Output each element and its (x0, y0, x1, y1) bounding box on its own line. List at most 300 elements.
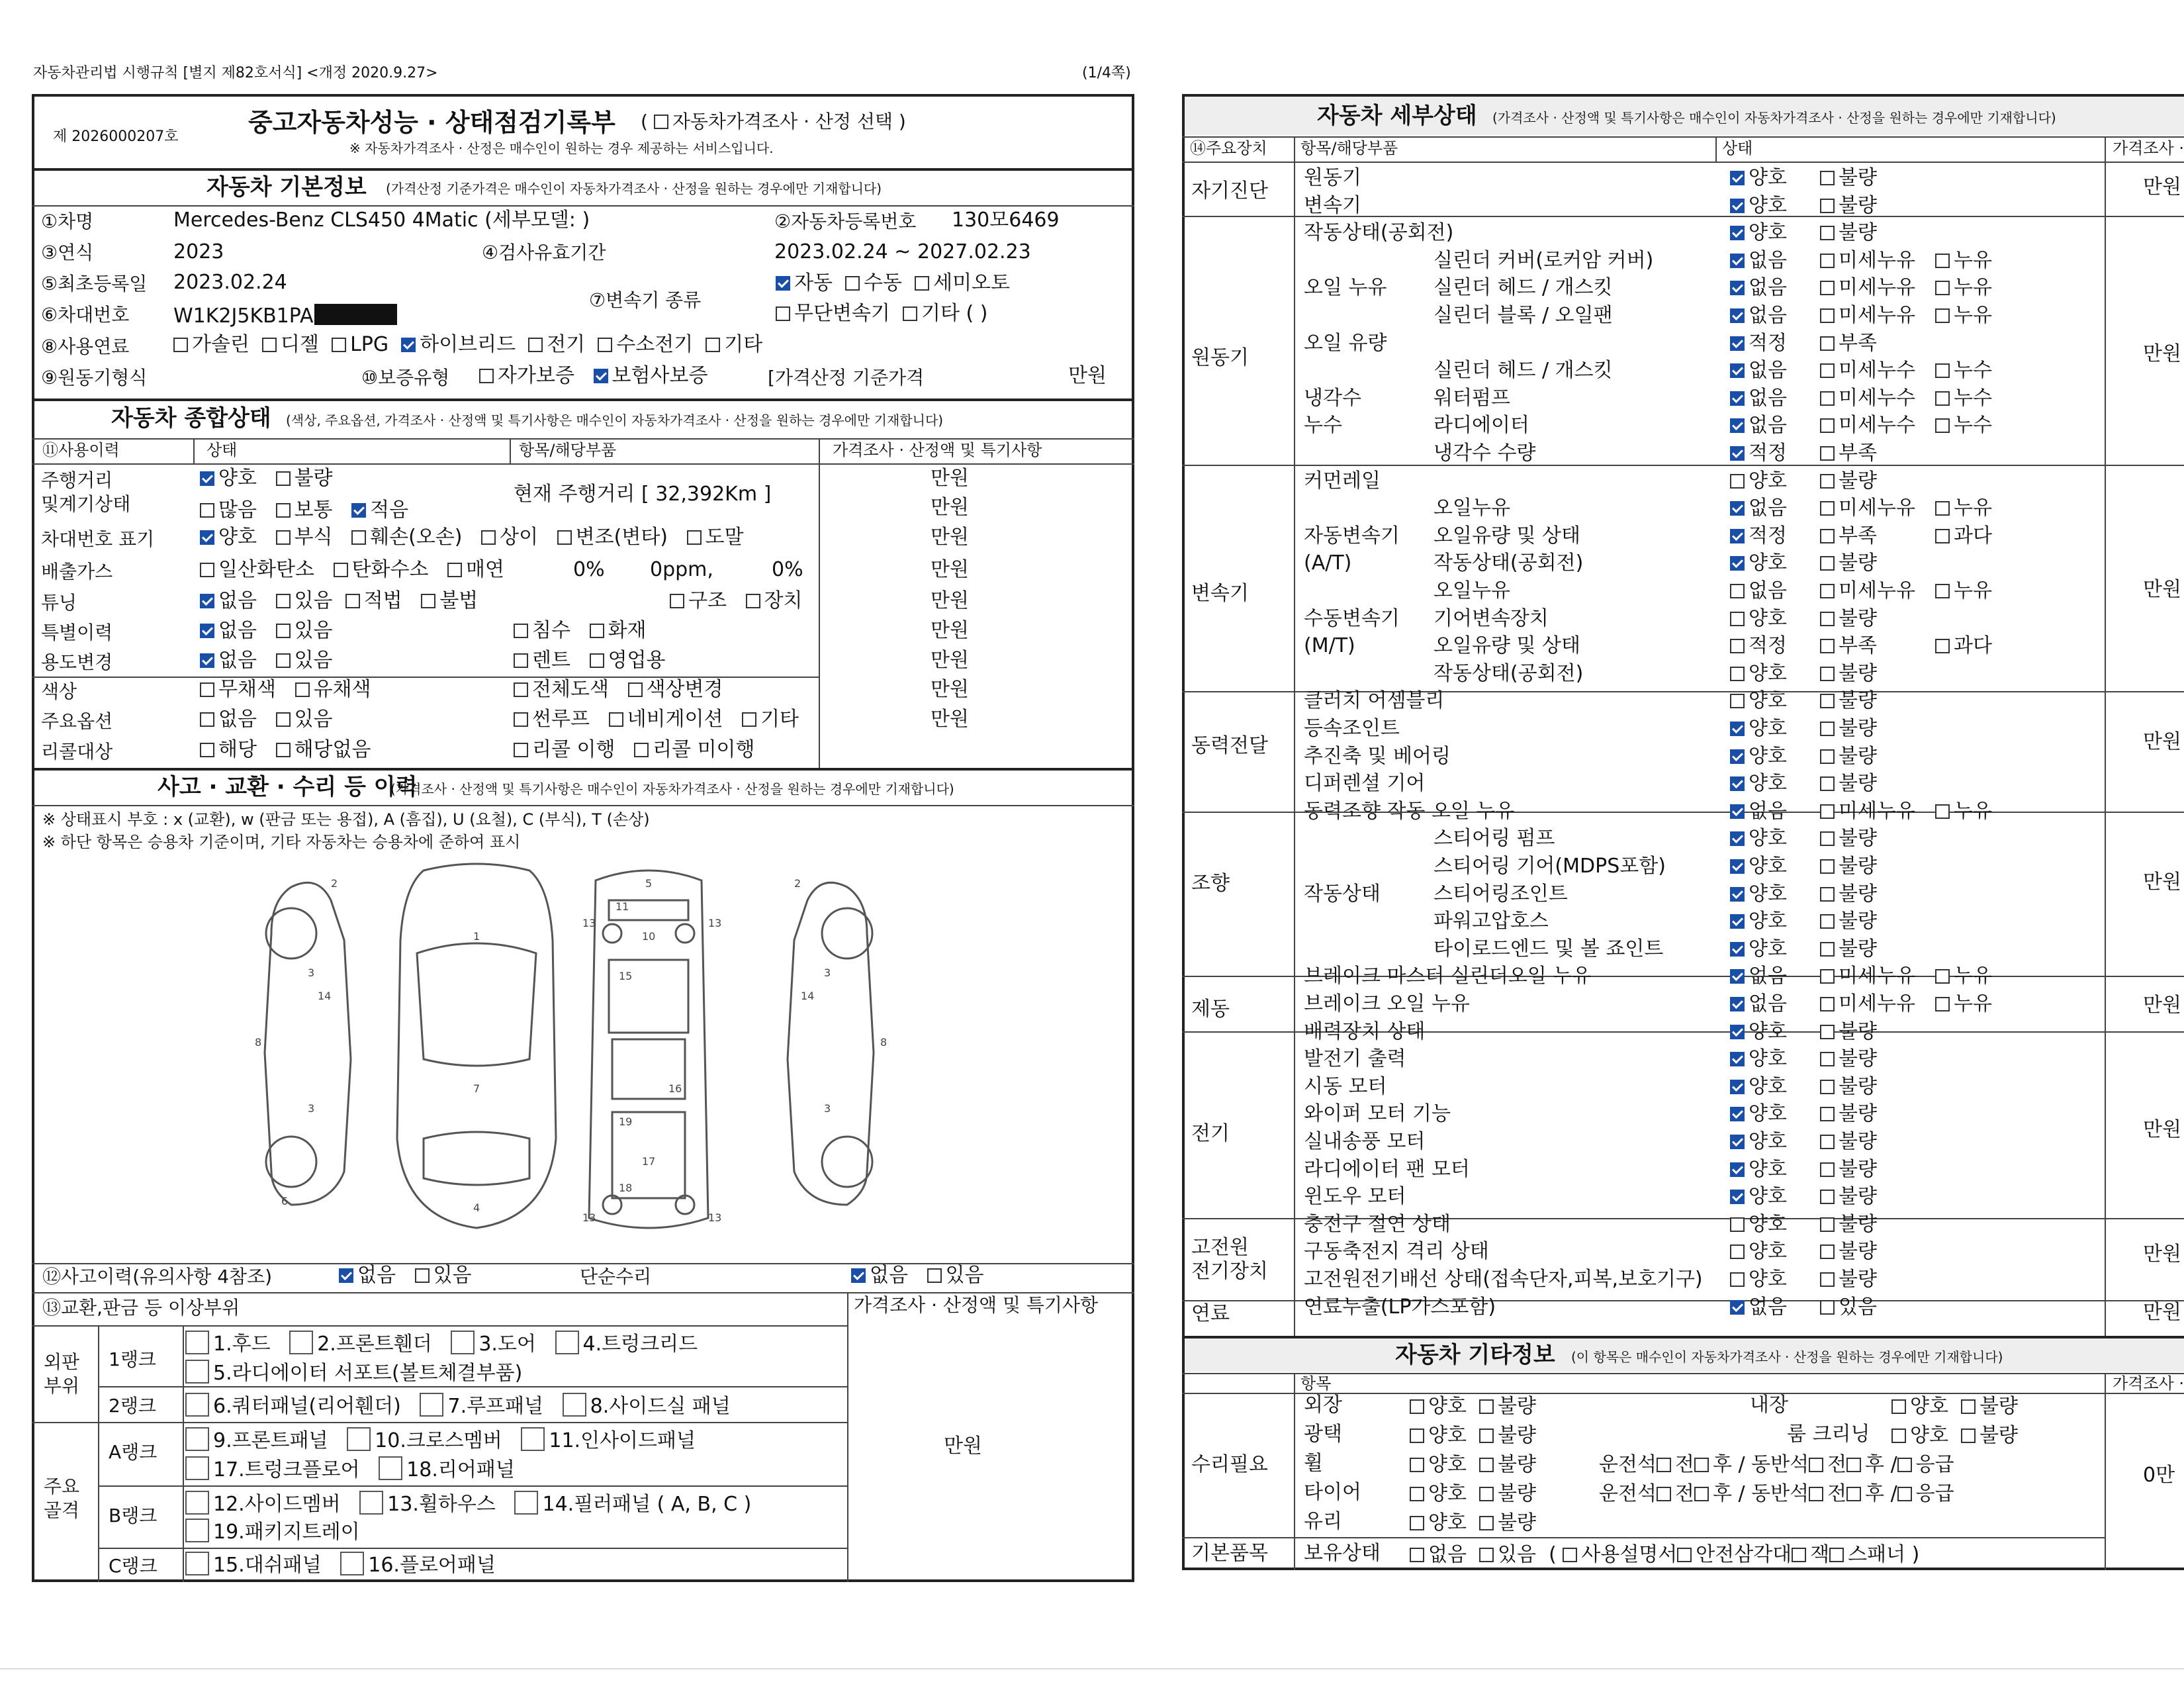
warranty-self-checkbox[interactable] (479, 369, 494, 383)
possess-none-checkbox[interactable] (1410, 1548, 1424, 1562)
option-exist-checkbox[interactable] (276, 712, 291, 727)
special-none-checkbox[interactable] (200, 624, 214, 638)
fuel-lpg-checkbox[interactable] (332, 338, 346, 352)
gloss-bad-checkbox[interactable] (1479, 1429, 1494, 1443)
detail-option-checkbox[interactable] (1820, 831, 1835, 846)
other-wheel-opts: 양호 불량 (1410, 1455, 1536, 1475)
detail-option-checkbox[interactable] (1730, 529, 1745, 543)
detail-option-checkbox[interactable] (1820, 914, 1835, 929)
detail-option-checkbox[interactable] (1820, 639, 1835, 653)
detail-option (1730, 498, 1787, 518)
diagram-label: 3 (308, 1102, 315, 1115)
detail-option-label: 적정 (1749, 634, 1787, 657)
detail-option-checkbox[interactable] (1730, 254, 1745, 268)
detail-option-checkbox[interactable] (1820, 363, 1835, 378)
mileage-low-checkbox[interactable] (351, 503, 366, 518)
diagram-label: 13 (582, 1211, 596, 1224)
detail-option-checkbox[interactable] (1730, 501, 1745, 516)
vinmark-altered-checkbox[interactable] (557, 530, 572, 545)
detail-option-label: 적정 (1749, 332, 1787, 355)
detail-row-label: 시동 모터 (1304, 1075, 1387, 1098)
detail-option-checkbox[interactable] (1820, 667, 1835, 681)
detail-option-checkbox[interactable] (1935, 501, 1950, 516)
accident-none-checkbox[interactable] (339, 1268, 353, 1283)
part-19-box[interactable] (185, 1519, 209, 1542)
part-15-box[interactable] (185, 1552, 209, 1575)
exterior-bad-checkbox[interactable] (1479, 1399, 1494, 1414)
detail-option (1820, 581, 1915, 601)
part-1-box[interactable] (185, 1331, 209, 1354)
usechange-options-2: 렌트 영업용 (514, 651, 666, 671)
detail-option-label: 미세누수 (1839, 387, 1915, 410)
part-12-box[interactable] (185, 1491, 209, 1515)
vinmark-different-checkbox[interactable] (481, 530, 496, 545)
detail-option (1730, 636, 1787, 656)
detail-option-checkbox[interactable] (1730, 997, 1745, 1011)
detail-option-checkbox[interactable] (1820, 1300, 1835, 1315)
detail-option-checkbox[interactable] (1730, 1107, 1745, 1121)
detail-option-checkbox[interactable] (1730, 556, 1745, 571)
recall-not-applicable-checkbox[interactable] (276, 743, 291, 757)
trans-other-checkbox[interactable] (903, 306, 917, 321)
mileage-normal-checkbox[interactable] (276, 503, 291, 518)
detail-option-checkbox[interactable] (1820, 1244, 1835, 1259)
detail-option (1820, 389, 1915, 408)
detail-option-checkbox[interactable] (1820, 418, 1835, 433)
option-navigation-checkbox[interactable] (609, 712, 623, 727)
detail-row-label: 배력장치 상태 (1304, 1020, 1426, 1043)
detail-option-checkbox[interactable] (1730, 667, 1745, 681)
diagram-label: 10 (642, 930, 656, 943)
mileage-high-checkbox[interactable] (200, 503, 214, 518)
emission-hc-checkbox[interactable] (334, 563, 348, 577)
tuning-illegal-checkbox[interactable] (421, 594, 435, 608)
detail-option-label: 양호 (1749, 1268, 1787, 1291)
detail-option-checkbox[interactable] (1820, 1135, 1835, 1149)
detail-option (1935, 306, 1992, 326)
detail-option-label: 양호 (1749, 1020, 1787, 1043)
vinmark-corrosion-checkbox[interactable] (276, 530, 291, 545)
option-other-checkbox[interactable] (742, 712, 756, 727)
detail-price-unit: 만원 (2143, 1118, 2181, 1141)
detail-option-checkbox[interactable] (1820, 584, 1835, 598)
usechange-rent-checkbox[interactable] (514, 653, 528, 668)
detail-option-checkbox[interactable] (1935, 584, 1950, 598)
detail-option-checkbox[interactable] (1820, 1190, 1835, 1204)
detail-option (1730, 334, 1787, 353)
roomclean-good-checkbox[interactable] (1891, 1429, 1906, 1443)
price-option-checkbox[interactable] (654, 115, 668, 129)
detail-option-checkbox[interactable] (1820, 804, 1835, 819)
exterior-good-checkbox[interactable] (1410, 1399, 1424, 1414)
detail-option-checkbox[interactable] (1935, 997, 1950, 1011)
detail-option (1730, 994, 1787, 1014)
detail-option-checkbox[interactable] (1730, 776, 1745, 791)
other-interior: 내장 (1750, 1393, 1788, 1417)
wheel-bad-checkbox[interactable] (1479, 1458, 1494, 1472)
detail-option-label: 불량 (1839, 717, 1877, 740)
detail-option-checkbox[interactable] (1820, 1107, 1835, 1121)
wheel-driver-front-checkbox[interactable] (1657, 1458, 1671, 1472)
gloss-good-checkbox[interactable] (1410, 1429, 1424, 1443)
detail-option-label: 불량 (1839, 745, 1877, 768)
other-roomclean-opts: 양호 불량 (1891, 1426, 2018, 1446)
detail-option-checkbox[interactable] (1820, 859, 1835, 874)
detail-price-unit: 만원 (2143, 1243, 2181, 1266)
tuning-exist-checkbox[interactable] (276, 594, 291, 608)
detail-option-checkbox[interactable] (1730, 418, 1745, 433)
detail-option-checkbox[interactable] (1820, 446, 1835, 461)
accident-exist-checkbox[interactable] (415, 1268, 430, 1283)
detail-option-checkbox[interactable] (1730, 1217, 1745, 1232)
detail-option-checkbox[interactable] (1820, 722, 1835, 736)
detail-option (1820, 1077, 1877, 1097)
detail-option-checkbox[interactable] (1730, 391, 1745, 406)
part-11-box[interactable] (521, 1427, 545, 1451)
recall-applicable-checkbox[interactable] (200, 743, 214, 757)
detail-option (1730, 361, 1787, 381)
wheel-passenger-front-checkbox[interactable] (1809, 1458, 1823, 1472)
detail-option-checkbox[interactable] (1935, 363, 1950, 378)
detail-option-label: 양호 (1749, 827, 1787, 850)
detail-option-label: 양호 (1749, 166, 1787, 189)
detail-option-checkbox[interactable] (1730, 308, 1745, 323)
part-10-box[interactable] (347, 1427, 371, 1451)
detail-option-label: 없음 (1749, 1295, 1787, 1319)
rank-a-row-1: 9.프론트패널 10.크로스멤버 11.인사이드패널 (185, 1427, 696, 1451)
detail-option-checkbox[interactable] (1730, 831, 1745, 846)
detail-option-checkbox[interactable] (1730, 887, 1745, 902)
tire-bad-checkbox[interactable] (1479, 1487, 1494, 1501)
detail-option-checkbox[interactable] (1820, 556, 1835, 571)
fuel-gasoline-checkbox[interactable] (173, 338, 188, 352)
detail-option-checkbox[interactable] (1820, 1217, 1835, 1232)
wheel-passenger-rear-checkbox[interactable] (1846, 1458, 1861, 1472)
part-18-box[interactable] (379, 1456, 402, 1480)
detail-option-checkbox[interactable] (1820, 1080, 1835, 1094)
detail-option (1820, 498, 1915, 518)
detail-option-checkbox[interactable] (1820, 969, 1835, 984)
fuel-hydrogen-checkbox[interactable] (598, 338, 612, 352)
simple-repair-exist-checkbox[interactable] (927, 1268, 942, 1283)
detail-option-checkbox[interactable] (1730, 1025, 1745, 1039)
detail-option (1820, 994, 1915, 1014)
col-detail-item: 항목/해당부품 (1300, 139, 1398, 158)
detail-option-checkbox[interactable] (1820, 1052, 1835, 1066)
triangle-checkbox[interactable] (1677, 1548, 1692, 1562)
tuning-none-checkbox[interactable] (200, 594, 214, 608)
detail-option-checkbox[interactable] (1730, 859, 1745, 874)
detail-option-checkbox[interactable] (1935, 418, 1950, 433)
detail-option-checkbox[interactable] (1730, 584, 1745, 598)
detail-option-checkbox[interactable] (1935, 308, 1950, 323)
jack-checkbox[interactable] (1792, 1548, 1806, 1562)
detail-option-checkbox[interactable] (1730, 804, 1745, 819)
glass-good-checkbox[interactable] (1410, 1516, 1424, 1530)
detail-option-checkbox[interactable] (1730, 1190, 1745, 1204)
detail-row-label: 브레이크 오일 누유 (1304, 992, 1470, 1015)
detail-option-checkbox[interactable] (1730, 1244, 1745, 1259)
detail-option-checkbox[interactable] (1730, 612, 1745, 626)
transmission-options-row2: 무단변속기 기타 ( ) (776, 304, 987, 324)
fuel-other-checkbox[interactable] (705, 338, 720, 352)
recall-done-checkbox[interactable] (514, 743, 528, 757)
detail-row-label: 실내송풍 모터 (1304, 1130, 1426, 1153)
special-exist-checkbox[interactable] (276, 624, 291, 638)
repair-needed-label: 수리필요 (1191, 1453, 1268, 1476)
detail-option-label: 양호 (1749, 1075, 1787, 1098)
detail-option-checkbox[interactable] (1820, 199, 1835, 213)
detail-option-label: 누수 (1954, 387, 1992, 410)
detail-option-checkbox[interactable] (1730, 1135, 1745, 1149)
detail-option-checkbox[interactable] (1730, 722, 1745, 736)
detail-row-label: 디퍼렌셜 기어 (1304, 772, 1426, 795)
detail-option-checkbox[interactable] (1820, 1025, 1835, 1039)
detail-option-checkbox[interactable] (1730, 914, 1745, 929)
detail-row-label: 오일 누유 (1304, 276, 1387, 299)
detail-option-label: 누유 (1954, 579, 1992, 602)
part-3-box[interactable] (451, 1331, 475, 1354)
rank-a-row-2: 17.트렁크플로어 18.리어패널 (185, 1456, 515, 1480)
mileage-good-checkbox[interactable] (200, 471, 214, 486)
exchange-price-label: 가격조사 · 산정액 및 특기사항 (854, 1294, 1099, 1316)
simple-repair-options: 없음 있음 (851, 1266, 984, 1286)
detail-row-sublabel: 파워고압호스 (1433, 910, 1549, 933)
detail-option (1730, 1270, 1787, 1289)
tire-driver-front-checkbox[interactable] (1657, 1487, 1671, 1501)
vin-redaction (314, 304, 397, 325)
detail-option-checkbox[interactable] (1820, 942, 1835, 957)
tuning-structure-checkbox[interactable] (670, 594, 684, 608)
possess-exist-checkbox[interactable] (1479, 1548, 1494, 1562)
detail-option-checkbox[interactable] (1730, 171, 1745, 185)
detail-option-checkbox[interactable] (1935, 804, 1950, 819)
color-change-checkbox[interactable] (628, 682, 643, 697)
roomclean-bad-checkbox[interactable] (1961, 1429, 1976, 1443)
trans-auto-checkbox[interactable] (776, 276, 790, 291)
spanner-checkbox[interactable] (1829, 1548, 1844, 1562)
tuning-options: 없음 있음 적법 불법 (200, 591, 478, 611)
detail-option (1730, 1215, 1787, 1235)
glass-bad-checkbox[interactable] (1479, 1516, 1494, 1530)
detail-option-checkbox[interactable] (1820, 694, 1835, 708)
detail-row-label: 윈도우 모터 (1304, 1185, 1406, 1208)
detail-option (1730, 829, 1787, 849)
interior-good-checkbox[interactable] (1891, 1399, 1906, 1414)
rank-a-label: A랭크 (109, 1441, 158, 1463)
diagram-label: 17 (642, 1155, 656, 1168)
detail-option-checkbox[interactable] (1730, 749, 1745, 764)
usechange-exist-checkbox[interactable] (276, 653, 291, 668)
detail-option-checkbox[interactable] (1820, 474, 1835, 489)
simple-repair-none-checkbox[interactable] (851, 1268, 866, 1283)
detail-option-checkbox[interactable] (1730, 1162, 1745, 1177)
detail-option-checkbox[interactable] (1730, 199, 1745, 213)
detail-row-label: 발전기 출력 (1304, 1047, 1406, 1070)
wheel-good-checkbox[interactable] (1410, 1458, 1424, 1472)
detail-option-checkbox[interactable] (1730, 639, 1745, 653)
trans-cvt-checkbox[interactable] (776, 306, 790, 321)
emission-co-checkbox[interactable] (200, 563, 214, 577)
basic-items-label: 기본품목 (1191, 1542, 1268, 1565)
detail-option-checkbox[interactable] (1935, 391, 1950, 406)
mileage-bad-checkbox[interactable] (276, 471, 291, 486)
detail-option-checkbox[interactable] (1820, 997, 1835, 1011)
part-7-box[interactable] (420, 1393, 443, 1417)
detail-option (1820, 1132, 1877, 1152)
color-achromatic-checkbox[interactable] (200, 682, 214, 697)
vin-mark-label: 차대번호 표기 (41, 528, 155, 550)
detail-option-label: 불량 (1839, 1047, 1877, 1070)
form-title: 중고자동차성능 · 상태점검기록부 (248, 108, 615, 137)
part-16-box[interactable] (340, 1552, 364, 1575)
detail-option-checkbox[interactable] (1820, 254, 1835, 268)
detail-option-checkbox[interactable] (1935, 281, 1950, 295)
detail-option-label: 미세누유 (1839, 276, 1915, 299)
part-9-box[interactable] (185, 1427, 209, 1451)
detail-option-checkbox[interactable] (1730, 446, 1745, 461)
detail-option-checkbox[interactable] (1935, 254, 1950, 268)
tire-passenger-rear-checkbox[interactable] (1846, 1487, 1861, 1501)
diagram-label: 13 (582, 917, 596, 929)
option-none-checkbox[interactable] (200, 712, 214, 727)
detail-option-checkbox[interactable] (1730, 363, 1745, 378)
option-sunroof-checkbox[interactable] (514, 712, 528, 727)
vinmark-smeared-checkbox[interactable] (687, 530, 702, 545)
detail-option-checkbox[interactable] (1820, 1272, 1835, 1287)
engine-type-label: ⑨원동기형식 (41, 367, 148, 389)
trans-manual-checkbox[interactable] (845, 276, 860, 291)
detail-option-checkbox[interactable] (1730, 1052, 1745, 1066)
detail-option-checkbox[interactable] (1730, 1300, 1745, 1315)
detail-option-checkbox[interactable] (1935, 639, 1950, 653)
usechange-options: 없음 있음 (200, 651, 333, 671)
detail-option-checkbox[interactable] (1730, 474, 1745, 489)
detail-option-checkbox[interactable] (1820, 501, 1835, 516)
detail-option-label: 미세누수 (1839, 359, 1915, 382)
recall-notdone-checkbox[interactable] (634, 743, 649, 757)
col-detail-price: 가격조사 · (2113, 139, 2184, 158)
part-17-box[interactable] (185, 1456, 209, 1480)
detail-option-checkbox[interactable] (1820, 887, 1835, 902)
usechange-none-checkbox[interactable] (200, 653, 214, 668)
detail-option-checkbox[interactable] (1820, 612, 1835, 626)
detail-option-label: 누유 (1954, 800, 1992, 823)
part-2-box[interactable] (289, 1331, 313, 1354)
manual-checkbox[interactable] (1563, 1548, 1577, 1562)
wheel-driver-rear-checkbox[interactable] (1694, 1458, 1709, 1472)
detail-option (1820, 334, 1877, 353)
interior-bad-checkbox[interactable] (1961, 1399, 1976, 1414)
group-steering: 조향 (1191, 872, 1230, 895)
detail-option-checkbox[interactable] (1820, 171, 1835, 185)
detail-option-checkbox[interactable] (1820, 1162, 1835, 1177)
detail-option-checkbox[interactable] (1820, 281, 1835, 295)
part-14-box[interactable] (514, 1491, 538, 1515)
detail-option-checkbox[interactable] (1820, 226, 1835, 240)
rank-2-label: 2랭크 (109, 1395, 156, 1417)
detail-option (1820, 1187, 1877, 1207)
detail-option-checkbox[interactable] (1730, 1080, 1745, 1094)
fuel-electric-checkbox[interactable] (528, 338, 543, 352)
color-chromatic-checkbox[interactable] (295, 682, 310, 697)
other-room-clean: 룸 크리닝 (1787, 1423, 1870, 1446)
basic-section-subtitle: (가격산정 기준가격은 매수인이 자동차가격조사 · 산정을 원하는 경우에만 기재합니다) (386, 181, 882, 197)
detail-option-checkbox[interactable] (1730, 1272, 1745, 1287)
detail-row-label: 연료누출(LP가스포함) (1304, 1295, 1496, 1319)
part-8-box[interactable] (563, 1393, 586, 1417)
form-note: ※ 자동차가격조사 · 산정은 매수인이 원하는 경우 제공하는 서비스입니다. (349, 140, 774, 156)
vinmark-good-checkbox[interactable] (200, 530, 214, 545)
detail-option-checkbox[interactable] (1820, 391, 1835, 406)
tuning-device-checkbox[interactable] (746, 594, 760, 608)
usechange-business-checkbox[interactable] (590, 653, 604, 668)
detail-option-label: 불량 (1839, 551, 1877, 575)
tire-passenger-front-checkbox[interactable] (1809, 1487, 1823, 1501)
detail-option-label: 미세누유 (1839, 304, 1915, 327)
detail-option-checkbox[interactable] (1820, 749, 1835, 764)
tire-driver-rear-checkbox[interactable] (1694, 1487, 1709, 1501)
detail-option-checkbox[interactable] (1730, 281, 1745, 295)
detail-option-checkbox[interactable] (1820, 336, 1835, 351)
detail-option-checkbox[interactable] (1730, 694, 1745, 708)
detail-option-label: 부족 (1839, 332, 1877, 355)
detail-row-label: (A/T) (1304, 551, 1352, 575)
detail-option (1730, 884, 1787, 904)
special-flood-checkbox[interactable] (514, 624, 528, 638)
detail-option (1820, 196, 1877, 216)
detail-option-checkbox[interactable] (1820, 308, 1835, 323)
color-fullpaint-checkbox[interactable] (514, 682, 528, 697)
part-13-box[interactable] (359, 1491, 383, 1515)
part-5-box[interactable] (185, 1360, 209, 1383)
detail-row-label: 구동축전지 격리 상태 (1304, 1240, 1489, 1263)
detail-option-checkbox[interactable] (1935, 969, 1950, 984)
detail-option-checkbox[interactable] (1730, 226, 1745, 240)
detail-option-checkbox[interactable] (1820, 776, 1835, 791)
detail-option (1820, 278, 1915, 298)
detail-option (1730, 1077, 1787, 1097)
detail-option (1820, 526, 1877, 546)
part-6-box[interactable] (185, 1393, 209, 1417)
wheel-emergency-checkbox[interactable] (1897, 1458, 1912, 1472)
detail-option-checkbox[interactable] (1730, 336, 1745, 351)
accident-history-label: ⑫사고이력(유의사항 4참조) (42, 1266, 273, 1288)
emission-smoke-checkbox[interactable] (447, 563, 462, 577)
fuel-hybrid-checkbox[interactable] (401, 338, 416, 352)
detail-option-checkbox[interactable] (1935, 529, 1950, 543)
part-4-box[interactable] (555, 1331, 579, 1354)
detail-option (1730, 278, 1787, 298)
special-fire-checkbox[interactable] (590, 624, 604, 638)
fuel-diesel-checkbox[interactable] (262, 338, 277, 352)
tire-good-checkbox[interactable] (1410, 1487, 1424, 1501)
col-state: 상태 (206, 441, 238, 459)
detail-option-checkbox[interactable] (1730, 942, 1745, 957)
detail-option-checkbox[interactable] (1820, 529, 1835, 543)
detail-row-label: 충전구 절연 상태 (1304, 1213, 1451, 1236)
detail-row-sublabel: 오일누유 (1433, 496, 1510, 520)
tuning-legal-checkbox[interactable] (345, 594, 360, 608)
group-electric: 전기 (1191, 1122, 1230, 1145)
warranty-insurance-checkbox[interactable] (594, 369, 608, 383)
vinmark-damage-checkbox[interactable] (351, 530, 366, 545)
detail-option (1730, 581, 1787, 601)
trans-semiauto-checkbox[interactable] (915, 276, 929, 291)
detail-option (1935, 361, 1992, 381)
detail-option-checkbox[interactable] (1730, 969, 1745, 984)
tire-emergency-checkbox[interactable] (1897, 1487, 1912, 1501)
